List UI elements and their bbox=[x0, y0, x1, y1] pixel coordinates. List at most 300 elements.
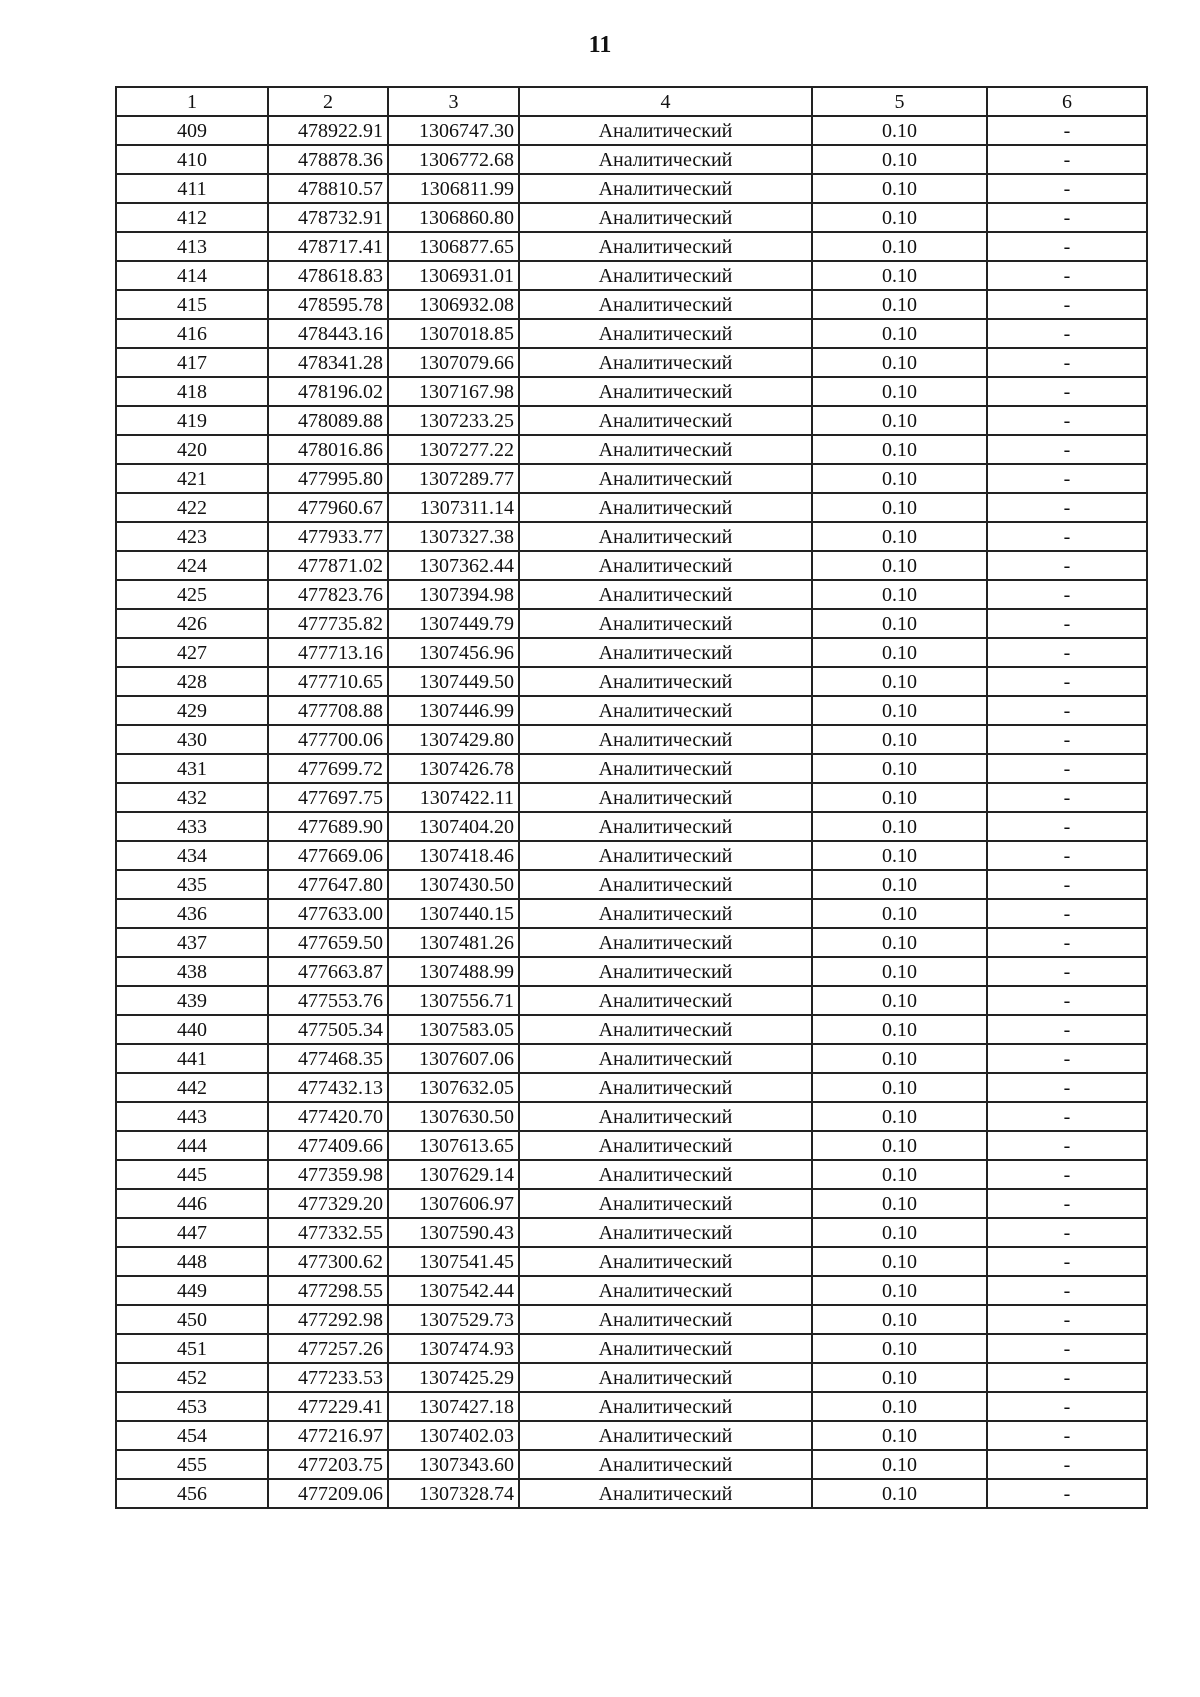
accuracy-cell: 0.10 bbox=[812, 319, 987, 348]
point-number-cell: 447 bbox=[116, 1218, 268, 1247]
accuracy-cell: 0.10 bbox=[812, 841, 987, 870]
y-coordinate-cell: 1306877.65 bbox=[388, 232, 519, 261]
accuracy-cell: 0.10 bbox=[812, 899, 987, 928]
y-coordinate-cell: 1307481.26 bbox=[388, 928, 519, 957]
accuracy-cell: 0.10 bbox=[812, 1305, 987, 1334]
point-number-cell: 445 bbox=[116, 1160, 268, 1189]
accuracy-cell: 0.10 bbox=[812, 261, 987, 290]
x-coordinate-cell: 477329.20 bbox=[268, 1189, 388, 1218]
description-cell: - bbox=[987, 261, 1147, 290]
point-number-cell: 443 bbox=[116, 1102, 268, 1131]
x-coordinate-cell: 477298.55 bbox=[268, 1276, 388, 1305]
method-cell: Аналитический bbox=[519, 1363, 812, 1392]
method-cell: Аналитический bbox=[519, 551, 812, 580]
x-coordinate-cell: 477300.62 bbox=[268, 1247, 388, 1276]
x-coordinate-cell: 477933.77 bbox=[268, 522, 388, 551]
point-number-cell: 451 bbox=[116, 1334, 268, 1363]
y-coordinate-cell: 1307289.77 bbox=[388, 464, 519, 493]
point-number-cell: 446 bbox=[116, 1189, 268, 1218]
x-coordinate-cell: 477359.98 bbox=[268, 1160, 388, 1189]
method-cell: Аналитический bbox=[519, 841, 812, 870]
point-number-cell: 415 bbox=[116, 290, 268, 319]
method-cell: Аналитический bbox=[519, 493, 812, 522]
description-cell: - bbox=[987, 1334, 1147, 1363]
method-cell: Аналитический bbox=[519, 522, 812, 551]
table-row bbox=[116, 1102, 1147, 1131]
method-cell: Аналитический bbox=[519, 812, 812, 841]
accuracy-cell: 0.10 bbox=[812, 1276, 987, 1305]
table-row bbox=[116, 493, 1147, 522]
point-number-cell: 444 bbox=[116, 1131, 268, 1160]
y-coordinate-cell: 1307167.98 bbox=[388, 377, 519, 406]
description-cell: - bbox=[987, 1421, 1147, 1450]
description-cell: - bbox=[987, 145, 1147, 174]
accuracy-cell: 0.10 bbox=[812, 464, 987, 493]
table-row bbox=[116, 1044, 1147, 1073]
x-coordinate-cell: 477420.70 bbox=[268, 1102, 388, 1131]
point-number-cell: 431 bbox=[116, 754, 268, 783]
point-number-cell: 419 bbox=[116, 406, 268, 435]
point-number-cell: 433 bbox=[116, 812, 268, 841]
method-cell: Аналитический bbox=[519, 899, 812, 928]
description-cell: - bbox=[987, 435, 1147, 464]
accuracy-cell: 0.10 bbox=[812, 638, 987, 667]
description-cell: - bbox=[987, 1479, 1147, 1508]
description-cell: - bbox=[987, 203, 1147, 232]
accuracy-cell: 0.10 bbox=[812, 1044, 987, 1073]
x-coordinate-cell: 478717.41 bbox=[268, 232, 388, 261]
method-cell: Аналитический bbox=[519, 1131, 812, 1160]
description-cell: - bbox=[987, 957, 1147, 986]
accuracy-cell: 0.10 bbox=[812, 957, 987, 986]
point-number-cell: 449 bbox=[116, 1276, 268, 1305]
y-coordinate-cell: 1307328.74 bbox=[388, 1479, 519, 1508]
table-row bbox=[116, 435, 1147, 464]
description-cell: - bbox=[987, 580, 1147, 609]
table-row bbox=[116, 667, 1147, 696]
method-cell: Аналитический bbox=[519, 1305, 812, 1334]
method-cell: Аналитический bbox=[519, 783, 812, 812]
point-number-cell: 429 bbox=[116, 696, 268, 725]
table-row bbox=[116, 1189, 1147, 1218]
x-coordinate-cell: 478922.91 bbox=[268, 116, 388, 145]
x-coordinate-cell: 478878.36 bbox=[268, 145, 388, 174]
y-coordinate-cell: 1307449.50 bbox=[388, 667, 519, 696]
x-coordinate-cell: 477468.35 bbox=[268, 1044, 388, 1073]
point-number-cell: 424 bbox=[116, 551, 268, 580]
description-cell: - bbox=[987, 551, 1147, 580]
method-cell: Аналитический bbox=[519, 1392, 812, 1421]
point-number-cell: 411 bbox=[116, 174, 268, 203]
table-body bbox=[116, 116, 1147, 1508]
table-row bbox=[116, 1015, 1147, 1044]
y-coordinate-cell: 1307613.65 bbox=[388, 1131, 519, 1160]
description-cell: - bbox=[987, 1189, 1147, 1218]
table-row bbox=[116, 348, 1147, 377]
description-cell: - bbox=[987, 290, 1147, 319]
x-coordinate-cell: 477553.76 bbox=[268, 986, 388, 1015]
x-coordinate-cell: 477713.16 bbox=[268, 638, 388, 667]
accuracy-cell: 0.10 bbox=[812, 986, 987, 1015]
accuracy-cell: 0.10 bbox=[812, 522, 987, 551]
accuracy-cell: 0.10 bbox=[812, 1015, 987, 1044]
point-number-cell: 452 bbox=[116, 1363, 268, 1392]
point-number-cell: 434 bbox=[116, 841, 268, 870]
column-header: 2 bbox=[268, 87, 388, 116]
x-coordinate-cell: 478618.83 bbox=[268, 261, 388, 290]
point-number-cell: 416 bbox=[116, 319, 268, 348]
page-number: 11 bbox=[588, 32, 612, 58]
x-coordinate-cell: 477663.87 bbox=[268, 957, 388, 986]
y-coordinate-cell: 1307404.20 bbox=[388, 812, 519, 841]
description-cell: - bbox=[987, 1044, 1147, 1073]
column-header: 3 bbox=[388, 87, 519, 116]
x-coordinate-cell: 477689.90 bbox=[268, 812, 388, 841]
table-row bbox=[116, 261, 1147, 290]
method-cell: Аналитический bbox=[519, 1479, 812, 1508]
description-cell: - bbox=[987, 754, 1147, 783]
description-cell: - bbox=[987, 1363, 1147, 1392]
method-cell: Аналитический bbox=[519, 957, 812, 986]
method-cell: Аналитический bbox=[519, 116, 812, 145]
method-cell: Аналитический bbox=[519, 986, 812, 1015]
y-coordinate-cell: 1307456.96 bbox=[388, 638, 519, 667]
point-number-cell: 409 bbox=[116, 116, 268, 145]
point-number-cell: 455 bbox=[116, 1450, 268, 1479]
accuracy-cell: 0.10 bbox=[812, 551, 987, 580]
x-coordinate-cell: 478341.28 bbox=[268, 348, 388, 377]
x-coordinate-cell: 478016.86 bbox=[268, 435, 388, 464]
description-cell: - bbox=[987, 232, 1147, 261]
description-cell: - bbox=[987, 609, 1147, 638]
x-coordinate-cell: 477505.34 bbox=[268, 1015, 388, 1044]
method-cell: Аналитический bbox=[519, 203, 812, 232]
table-row bbox=[116, 116, 1147, 145]
description-cell: - bbox=[987, 1392, 1147, 1421]
y-coordinate-cell: 1307556.71 bbox=[388, 986, 519, 1015]
point-number-cell: 440 bbox=[116, 1015, 268, 1044]
point-number-cell: 436 bbox=[116, 899, 268, 928]
y-coordinate-cell: 1307583.05 bbox=[388, 1015, 519, 1044]
description-cell: - bbox=[987, 812, 1147, 841]
table-row bbox=[116, 783, 1147, 812]
table-row bbox=[116, 899, 1147, 928]
y-coordinate-cell: 1307488.99 bbox=[388, 957, 519, 986]
table-row bbox=[116, 725, 1147, 754]
x-coordinate-cell: 477409.66 bbox=[268, 1131, 388, 1160]
accuracy-cell: 0.10 bbox=[812, 1102, 987, 1131]
table-row bbox=[116, 551, 1147, 580]
table-row bbox=[116, 609, 1147, 638]
method-cell: Аналитический bbox=[519, 1276, 812, 1305]
method-cell: Аналитический bbox=[519, 1421, 812, 1450]
table-row bbox=[116, 1218, 1147, 1247]
description-cell: - bbox=[987, 841, 1147, 870]
point-number-cell: 413 bbox=[116, 232, 268, 261]
point-number-cell: 423 bbox=[116, 522, 268, 551]
accuracy-cell: 0.10 bbox=[812, 377, 987, 406]
method-cell: Аналитический bbox=[519, 145, 812, 174]
accuracy-cell: 0.10 bbox=[812, 1189, 987, 1218]
y-coordinate-cell: 1307474.93 bbox=[388, 1334, 519, 1363]
column-header: 6 bbox=[987, 87, 1147, 116]
method-cell: Аналитический bbox=[519, 1160, 812, 1189]
description-cell: - bbox=[987, 1247, 1147, 1276]
description-cell: - bbox=[987, 1160, 1147, 1189]
y-coordinate-cell: 1307427.18 bbox=[388, 1392, 519, 1421]
description-cell: - bbox=[987, 174, 1147, 203]
table-row bbox=[116, 174, 1147, 203]
description-cell: - bbox=[987, 696, 1147, 725]
point-number-cell: 430 bbox=[116, 725, 268, 754]
method-cell: Аналитический bbox=[519, 319, 812, 348]
x-coordinate-cell: 477699.72 bbox=[268, 754, 388, 783]
description-cell: - bbox=[987, 1131, 1147, 1160]
y-coordinate-cell: 1307277.22 bbox=[388, 435, 519, 464]
accuracy-cell: 0.10 bbox=[812, 203, 987, 232]
y-coordinate-cell: 1307429.80 bbox=[388, 725, 519, 754]
y-coordinate-cell: 1307425.29 bbox=[388, 1363, 519, 1392]
description-cell: - bbox=[987, 783, 1147, 812]
column-header: 5 bbox=[812, 87, 987, 116]
table-row bbox=[116, 1247, 1147, 1276]
table-header-row bbox=[116, 87, 1147, 116]
x-coordinate-cell: 477735.82 bbox=[268, 609, 388, 638]
point-number-cell: 453 bbox=[116, 1392, 268, 1421]
y-coordinate-cell: 1307426.78 bbox=[388, 754, 519, 783]
y-coordinate-cell: 1307449.79 bbox=[388, 609, 519, 638]
y-coordinate-cell: 1307542.44 bbox=[388, 1276, 519, 1305]
table-row bbox=[116, 232, 1147, 261]
point-number-cell: 410 bbox=[116, 145, 268, 174]
x-coordinate-cell: 477233.53 bbox=[268, 1363, 388, 1392]
method-cell: Аналитический bbox=[519, 667, 812, 696]
accuracy-cell: 0.10 bbox=[812, 1073, 987, 1102]
coordinates-table bbox=[115, 86, 1148, 1509]
x-coordinate-cell: 477292.98 bbox=[268, 1305, 388, 1334]
description-cell: - bbox=[987, 348, 1147, 377]
point-number-cell: 442 bbox=[116, 1073, 268, 1102]
y-coordinate-cell: 1307590.43 bbox=[388, 1218, 519, 1247]
description-cell: - bbox=[987, 899, 1147, 928]
table-row bbox=[116, 841, 1147, 870]
method-cell: Аналитический bbox=[519, 638, 812, 667]
table-row bbox=[116, 1131, 1147, 1160]
table-row bbox=[116, 522, 1147, 551]
x-coordinate-cell: 477257.26 bbox=[268, 1334, 388, 1363]
accuracy-cell: 0.10 bbox=[812, 290, 987, 319]
description-cell: - bbox=[987, 1276, 1147, 1305]
accuracy-cell: 0.10 bbox=[812, 493, 987, 522]
accuracy-cell: 0.10 bbox=[812, 1218, 987, 1247]
point-number-cell: 448 bbox=[116, 1247, 268, 1276]
point-number-cell: 421 bbox=[116, 464, 268, 493]
point-number-cell: 432 bbox=[116, 783, 268, 812]
method-cell: Аналитический bbox=[519, 609, 812, 638]
x-coordinate-cell: 477710.65 bbox=[268, 667, 388, 696]
table-row bbox=[116, 464, 1147, 493]
accuracy-cell: 0.10 bbox=[812, 1363, 987, 1392]
accuracy-cell: 0.10 bbox=[812, 174, 987, 203]
accuracy-cell: 0.10 bbox=[812, 696, 987, 725]
method-cell: Аналитический bbox=[519, 1189, 812, 1218]
method-cell: Аналитический bbox=[519, 754, 812, 783]
accuracy-cell: 0.10 bbox=[812, 1334, 987, 1363]
y-coordinate-cell: 1307327.38 bbox=[388, 522, 519, 551]
y-coordinate-cell: 1307430.50 bbox=[388, 870, 519, 899]
table-row bbox=[116, 986, 1147, 1015]
x-coordinate-cell: 478443.16 bbox=[268, 319, 388, 348]
accuracy-cell: 0.10 bbox=[812, 348, 987, 377]
y-coordinate-cell: 1306932.08 bbox=[388, 290, 519, 319]
table-row bbox=[116, 638, 1147, 667]
x-coordinate-cell: 477633.00 bbox=[268, 899, 388, 928]
accuracy-cell: 0.10 bbox=[812, 1392, 987, 1421]
table-row bbox=[116, 203, 1147, 232]
point-number-cell: 456 bbox=[116, 1479, 268, 1508]
method-cell: Аналитический bbox=[519, 290, 812, 319]
description-cell: - bbox=[987, 522, 1147, 551]
accuracy-cell: 0.10 bbox=[812, 812, 987, 841]
description-cell: - bbox=[987, 1218, 1147, 1247]
table-row bbox=[116, 957, 1147, 986]
accuracy-cell: 0.10 bbox=[812, 1131, 987, 1160]
table-row bbox=[116, 1421, 1147, 1450]
method-cell: Аналитический bbox=[519, 1102, 812, 1131]
description-cell: - bbox=[987, 870, 1147, 899]
x-coordinate-cell: 477669.06 bbox=[268, 841, 388, 870]
table-row bbox=[116, 377, 1147, 406]
description-cell: - bbox=[987, 667, 1147, 696]
description-cell: - bbox=[987, 1305, 1147, 1334]
method-cell: Аналитический bbox=[519, 1073, 812, 1102]
method-cell: Аналитический bbox=[519, 406, 812, 435]
table-row bbox=[116, 145, 1147, 174]
y-coordinate-cell: 1307607.06 bbox=[388, 1044, 519, 1073]
y-coordinate-cell: 1306747.30 bbox=[388, 116, 519, 145]
y-coordinate-cell: 1307440.15 bbox=[388, 899, 519, 928]
accuracy-cell: 0.10 bbox=[812, 1160, 987, 1189]
method-cell: Аналитический bbox=[519, 1247, 812, 1276]
method-cell: Аналитический bbox=[519, 696, 812, 725]
accuracy-cell: 0.10 bbox=[812, 870, 987, 899]
y-coordinate-cell: 1306811.99 bbox=[388, 174, 519, 203]
table-row bbox=[116, 1479, 1147, 1508]
description-cell: - bbox=[987, 116, 1147, 145]
x-coordinate-cell: 477332.55 bbox=[268, 1218, 388, 1247]
method-cell: Аналитический bbox=[519, 174, 812, 203]
table-row bbox=[116, 870, 1147, 899]
column-header: 1 bbox=[116, 87, 268, 116]
point-number-cell: 425 bbox=[116, 580, 268, 609]
accuracy-cell: 0.10 bbox=[812, 232, 987, 261]
table-row bbox=[116, 812, 1147, 841]
point-number-cell: 450 bbox=[116, 1305, 268, 1334]
table-row bbox=[116, 928, 1147, 957]
description-cell: - bbox=[987, 638, 1147, 667]
x-coordinate-cell: 477647.80 bbox=[268, 870, 388, 899]
x-coordinate-cell: 477209.06 bbox=[268, 1479, 388, 1508]
description-cell: - bbox=[987, 1073, 1147, 1102]
method-cell: Аналитический bbox=[519, 1015, 812, 1044]
description-cell: - bbox=[987, 1015, 1147, 1044]
point-number-cell: 417 bbox=[116, 348, 268, 377]
table-row bbox=[116, 290, 1147, 319]
table-row bbox=[116, 1392, 1147, 1421]
point-number-cell: 441 bbox=[116, 1044, 268, 1073]
accuracy-cell: 0.10 bbox=[812, 783, 987, 812]
point-number-cell: 418 bbox=[116, 377, 268, 406]
table-row bbox=[116, 580, 1147, 609]
x-coordinate-cell: 478089.88 bbox=[268, 406, 388, 435]
y-coordinate-cell: 1307362.44 bbox=[388, 551, 519, 580]
y-coordinate-cell: 1307446.99 bbox=[388, 696, 519, 725]
description-cell: - bbox=[987, 725, 1147, 754]
description-cell: - bbox=[987, 986, 1147, 1015]
description-cell: - bbox=[987, 493, 1147, 522]
y-coordinate-cell: 1307606.97 bbox=[388, 1189, 519, 1218]
description-cell: - bbox=[987, 464, 1147, 493]
y-coordinate-cell: 1307394.98 bbox=[388, 580, 519, 609]
method-cell: Аналитический bbox=[519, 348, 812, 377]
y-coordinate-cell: 1307018.85 bbox=[388, 319, 519, 348]
table-row bbox=[116, 1450, 1147, 1479]
description-cell: - bbox=[987, 319, 1147, 348]
point-number-cell: 427 bbox=[116, 638, 268, 667]
x-coordinate-cell: 477700.06 bbox=[268, 725, 388, 754]
y-coordinate-cell: 1307629.14 bbox=[388, 1160, 519, 1189]
accuracy-cell: 0.10 bbox=[812, 667, 987, 696]
method-cell: Аналитический bbox=[519, 580, 812, 609]
x-coordinate-cell: 477823.76 bbox=[268, 580, 388, 609]
table-row bbox=[116, 319, 1147, 348]
y-coordinate-cell: 1307630.50 bbox=[388, 1102, 519, 1131]
y-coordinate-cell: 1306772.68 bbox=[388, 145, 519, 174]
table-row bbox=[116, 1276, 1147, 1305]
method-cell: Аналитический bbox=[519, 261, 812, 290]
y-coordinate-cell: 1307343.60 bbox=[388, 1450, 519, 1479]
accuracy-cell: 0.10 bbox=[812, 406, 987, 435]
method-cell: Аналитический bbox=[519, 725, 812, 754]
table-row bbox=[116, 1160, 1147, 1189]
method-cell: Аналитический bbox=[519, 928, 812, 957]
table-row bbox=[116, 1363, 1147, 1392]
accuracy-cell: 0.10 bbox=[812, 928, 987, 957]
y-coordinate-cell: 1307311.14 bbox=[388, 493, 519, 522]
method-cell: Аналитический bbox=[519, 377, 812, 406]
point-number-cell: 420 bbox=[116, 435, 268, 464]
point-number-cell: 428 bbox=[116, 667, 268, 696]
table-row bbox=[116, 754, 1147, 783]
y-coordinate-cell: 1307418.46 bbox=[388, 841, 519, 870]
accuracy-cell: 0.10 bbox=[812, 1479, 987, 1508]
description-cell: - bbox=[987, 1102, 1147, 1131]
method-cell: Аналитический bbox=[519, 435, 812, 464]
point-number-cell: 454 bbox=[116, 1421, 268, 1450]
y-coordinate-cell: 1307402.03 bbox=[388, 1421, 519, 1450]
description-cell: - bbox=[987, 1450, 1147, 1479]
method-cell: Аналитический bbox=[519, 870, 812, 899]
point-number-cell: 426 bbox=[116, 609, 268, 638]
x-coordinate-cell: 477216.97 bbox=[268, 1421, 388, 1450]
accuracy-cell: 0.10 bbox=[812, 1247, 987, 1276]
x-coordinate-cell: 477659.50 bbox=[268, 928, 388, 957]
accuracy-cell: 0.10 bbox=[812, 754, 987, 783]
accuracy-cell: 0.10 bbox=[812, 435, 987, 464]
x-coordinate-cell: 478196.02 bbox=[268, 377, 388, 406]
accuracy-cell: 0.10 bbox=[812, 1421, 987, 1450]
description-cell: - bbox=[987, 928, 1147, 957]
